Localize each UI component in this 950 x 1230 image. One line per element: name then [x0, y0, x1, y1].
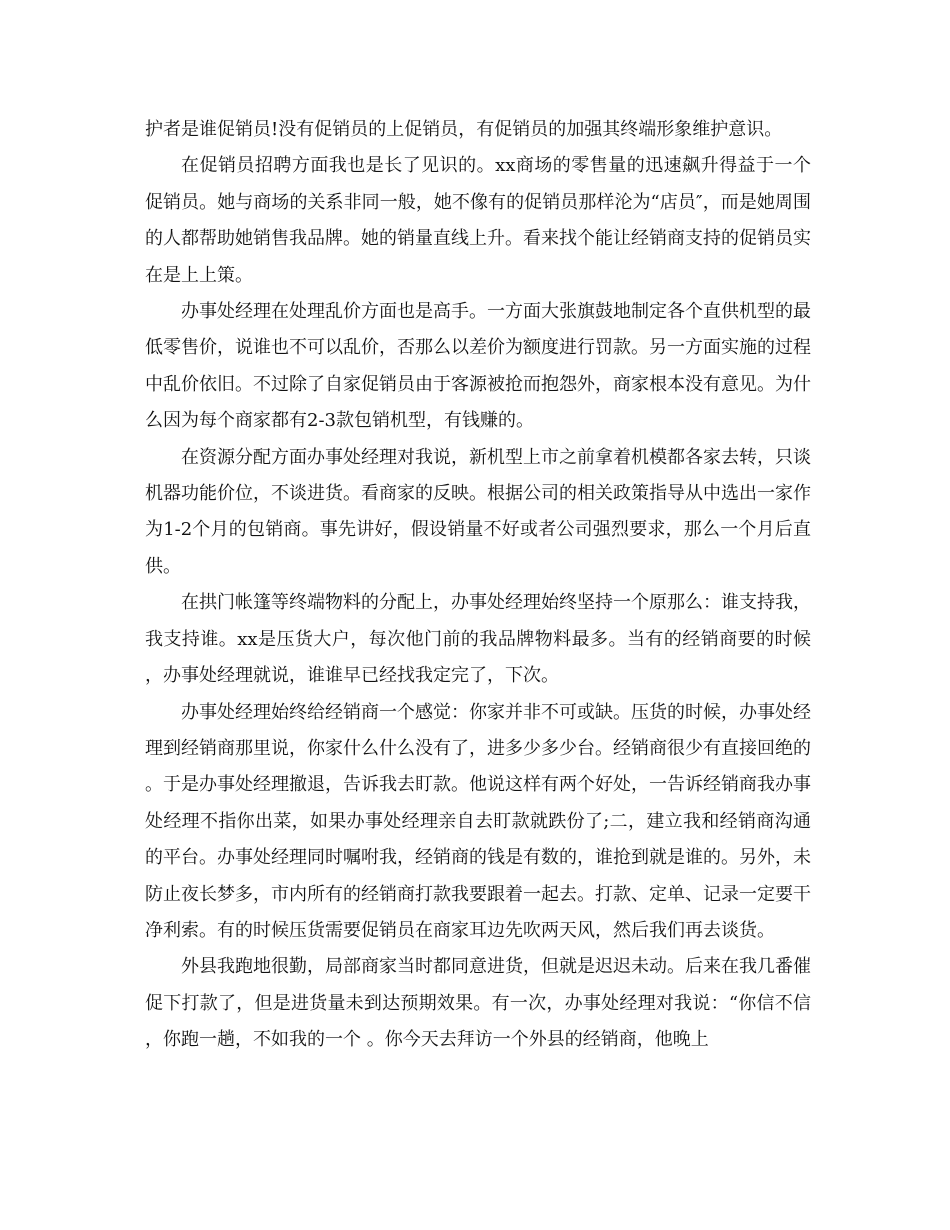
paragraph: 办事处经理始终给经销商一个感觉：你家并非不可或缺。压货的时候，办事处经理到经销商那里说，你家什么什么没有了，进多少多少台。经销商很少有直接回绝的。于是办事处经理撤退，告诉我去盯款。他说这样有两个好处，一告诉经销商我办事处经理不指你出菜，如果办事处经理亲自去盯款就跌份了;二，建立我和经销商沟通的平台。办事处经理同时嘱咐我，经销商的钱是有数的，谁抢到就是谁的。另外，未防止夜长梦多，市内所有的经销商打款我要跟着一起去。打款、定单、记录一定要干净利索。有的时候压货需要促销员在商家耳边先吹两天风，然后我们再去谈货。 — [145, 701, 811, 941]
paragraph: 办事处经理在处理乱价方面也是高手。一方面大张旗鼓地制定各个直供机型的最低零售价，说谁也不可以乱价，否那么以差价为额度进行罚款。另一方面实施的过程中乱价依旧。不过除了自家促销员由于客源被抢而抱怨外，商家根本没有意见。为什么因为每个商家都有2-3款包销机型，有钱赚的。 — [145, 301, 811, 432]
paragraph: 在资源分配方面办事处经理对我说，新机型上市之前拿着机模都各家去转，只谈机器功能价位，不谈进货。看商家的反映。根据公司的相关政策指导从中选出一家作为1-2个月的包销商。事先讲好，假设销量不好或者公司强烈要求，那么一个月后直供。 — [145, 446, 811, 577]
paragraph: 护者是谁促销员!没有促销员的上促销员，有促销员的加强其终端形象维护意识。 — [145, 119, 783, 140]
paragraph: 外县我跑地很勤，局部商家当时都同意进货，但就是迟迟未动。后来在我几番催促下打款了，但是进货量未到达预期效果。有一次，办事处经理对我说：“你信不信，你跑一趟，不如我的一个 。你今天去拜访一个外县的经销商，他晚上 — [145, 956, 811, 1051]
paragraph: 在拱门帐篷等终端物料的分配上，办事处经理始终坚持一个原那么：谁支持我，我支持谁。xx是压货大户，每次他门前的我品牌物料最多。当有的经销商要的时候，办事处经理就说，谁谁早已经找我定完了，下次。 — [145, 592, 811, 687]
document-body — [145, 112, 811, 1059]
paragraph: 在促销员招聘方面我也是长了见识的。xx商场的零售量的迅速飙升得益于一个促销员。她与商场的关系非同一般，她不像有的促销员那样沦为“店员″，而是她周围的人都帮助她销售我品牌。她的销量直线上升。看来找个能让经销商支持的促销员实在是上上策。 — [145, 155, 811, 286]
